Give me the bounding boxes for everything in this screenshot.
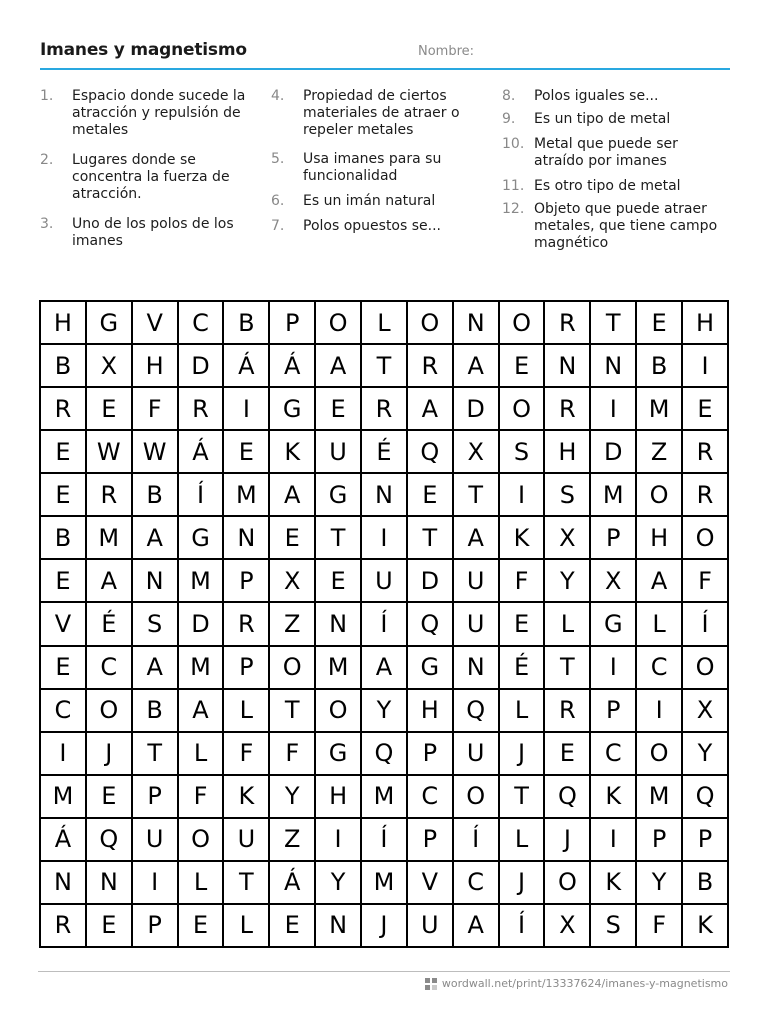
grid-cell[interactable]: M <box>636 775 682 818</box>
grid-cell[interactable]: K <box>590 775 636 818</box>
grid-cell[interactable]: E <box>86 904 132 947</box>
clue-text: Lugares donde se concentra la fuerza de atracción. <box>72 152 230 202</box>
grid-cell[interactable]: E <box>682 387 728 430</box>
name-field-label: Nombre: <box>418 44 475 59</box>
grid-cell[interactable]: I <box>590 387 636 430</box>
grid-cell[interactable]: E <box>40 559 86 602</box>
grid-cell[interactable]: X <box>544 516 590 559</box>
grid-cell[interactable]: R <box>178 387 224 430</box>
footer-url[interactable]: wordwall.net/print/13337624/imanes-y-magnetismo <box>441 977 728 990</box>
grid-cell[interactable]: K <box>590 861 636 904</box>
clue-number: 3. <box>40 216 54 232</box>
clue-text: Es un imán natural <box>303 193 436 209</box>
grid-cell[interactable]: N <box>590 344 636 387</box>
clue-text: Metal que puede ser atraído por imanes <box>534 136 678 169</box>
clue-text: Es un tipo de metal <box>534 111 671 127</box>
clue-item <box>500 201 722 252</box>
grid-cell[interactable]: P <box>636 818 682 861</box>
grid-cell[interactable]: E <box>315 559 361 602</box>
grid-cell[interactable]: N <box>223 516 269 559</box>
grid-cell[interactable]: R <box>86 473 132 516</box>
grid-cell[interactable]: F <box>682 559 728 602</box>
grid-cell[interactable]: O <box>636 473 682 516</box>
worksheet-header <box>40 38 730 70</box>
footer-divider <box>38 971 730 972</box>
grid-cell[interactable]: M <box>361 775 407 818</box>
grid-cell[interactable]: Í <box>361 818 407 861</box>
grid-cell[interactable]: T <box>453 473 499 516</box>
grid-cell[interactable]: I <box>590 818 636 861</box>
grid-cell[interactable]: H <box>315 775 361 818</box>
grid-cell[interactable]: M <box>86 516 132 559</box>
clue-number: 1. <box>40 88 54 104</box>
grid-cell[interactable]: E <box>269 904 315 947</box>
grid-cell[interactable]: B <box>40 516 86 559</box>
grid-row <box>40 559 728 602</box>
clue-number: 12. <box>502 201 525 217</box>
grid-cell[interactable]: E <box>499 344 545 387</box>
grid-cell[interactable]: R <box>544 387 590 430</box>
grid-cell[interactable]: U <box>407 904 453 947</box>
grid-cell[interactable]: A <box>453 904 499 947</box>
grid-cell[interactable]: W <box>86 430 132 473</box>
grid-cell[interactable]: P <box>407 818 453 861</box>
grid-cell[interactable]: R <box>682 430 728 473</box>
grid-cell[interactable]: C <box>636 646 682 689</box>
clue-item <box>269 193 491 210</box>
grid-cell[interactable]: L <box>361 301 407 344</box>
grid-cell[interactable]: I <box>132 861 178 904</box>
grid-cell[interactable]: F <box>223 732 269 775</box>
grid-cell[interactable]: G <box>269 387 315 430</box>
grid-cell[interactable]: E <box>544 732 590 775</box>
grid-cell[interactable]: Y <box>636 861 682 904</box>
grid-cell[interactable]: N <box>132 559 178 602</box>
clue-item <box>500 111 722 128</box>
grid-cell[interactable]: O <box>499 301 545 344</box>
clue-number: 7. <box>271 218 285 234</box>
grid-cell[interactable]: D <box>590 430 636 473</box>
grid-cell[interactable]: S <box>544 473 590 516</box>
clue-item <box>500 88 722 105</box>
grid-cell[interactable]: H <box>407 689 453 732</box>
clue-number: 6. <box>271 193 285 209</box>
grid-cell[interactable]: E <box>178 904 224 947</box>
grid-cell[interactable]: J <box>361 904 407 947</box>
grid-cell[interactable]: E <box>315 387 361 430</box>
grid-cell[interactable]: O <box>315 689 361 732</box>
grid-cell[interactable]: L <box>499 818 545 861</box>
grid-cell[interactable]: Q <box>544 775 590 818</box>
grid-cell[interactable]: O <box>682 516 728 559</box>
grid-cell[interactable]: G <box>315 473 361 516</box>
grid-cell[interactable]: N <box>40 861 86 904</box>
grid-cell[interactable]: R <box>682 473 728 516</box>
grid-cell[interactable]: Y <box>682 732 728 775</box>
grid-cell[interactable]: Í <box>361 602 407 645</box>
grid-cell[interactable]: X <box>86 344 132 387</box>
grid-cell[interactable]: V <box>40 602 86 645</box>
grid-cell[interactable]: G <box>407 646 453 689</box>
grid-cell[interactable]: X <box>544 904 590 947</box>
grid-cell[interactable]: Á <box>223 344 269 387</box>
grid-cell[interactable]: P <box>407 732 453 775</box>
grid-cell[interactable]: U <box>315 430 361 473</box>
clue-item <box>38 88 260 139</box>
grid-cell[interactable]: B <box>40 344 86 387</box>
grid-cell[interactable]: M <box>178 646 224 689</box>
grid-cell[interactable]: O <box>315 301 361 344</box>
grid-cell[interactable]: S <box>590 904 636 947</box>
clue-column-2 <box>269 88 491 235</box>
grid-cell[interactable]: O <box>269 646 315 689</box>
clue-number: 10. <box>502 136 525 152</box>
grid-row <box>40 818 728 861</box>
grid-cell[interactable]: T <box>361 344 407 387</box>
grid-cell[interactable]: C <box>407 775 453 818</box>
grid-cell[interactable]: A <box>132 516 178 559</box>
grid-cell[interactable]: P <box>132 775 178 818</box>
grid-cell[interactable]: U <box>132 818 178 861</box>
grid-cell[interactable]: P <box>223 646 269 689</box>
grid-cell[interactable]: M <box>636 387 682 430</box>
grid-cell[interactable]: T <box>590 301 636 344</box>
grid-cell[interactable]: H <box>132 344 178 387</box>
grid-cell[interactable]: V <box>407 861 453 904</box>
grid-cell[interactable]: Y <box>315 861 361 904</box>
grid-cell[interactable]: M <box>361 861 407 904</box>
grid-cell[interactable]: J <box>544 818 590 861</box>
grid-cell[interactable]: E <box>636 301 682 344</box>
grid-cell[interactable]: S <box>132 602 178 645</box>
grid-row <box>40 775 728 818</box>
grid-cell[interactable]: I <box>590 646 636 689</box>
grid-cell[interactable]: O <box>178 818 224 861</box>
grid-cell[interactable]: O <box>407 301 453 344</box>
grid-cell[interactable]: X <box>269 559 315 602</box>
grid-cell[interactable]: L <box>636 602 682 645</box>
grid-cell[interactable]: U <box>453 732 499 775</box>
clue-number: 9. <box>502 111 516 127</box>
grid-cell[interactable]: A <box>86 559 132 602</box>
grid-cell[interactable]: Y <box>544 559 590 602</box>
grid-cell[interactable]: P <box>223 559 269 602</box>
grid-cell[interactable]: R <box>40 387 86 430</box>
grid-cell[interactable]: Y <box>269 775 315 818</box>
grid-cell[interactable]: T <box>269 689 315 732</box>
grid-cell[interactable]: Í <box>499 904 545 947</box>
wordwall-logo-icon <box>425 978 437 990</box>
grid-cell[interactable]: T <box>223 861 269 904</box>
grid-row <box>40 344 728 387</box>
grid-row <box>40 904 728 947</box>
grid-cell[interactable]: Z <box>636 430 682 473</box>
grid-cell[interactable]: P <box>269 301 315 344</box>
grid-row <box>40 602 728 645</box>
grid-row <box>40 646 728 689</box>
grid-row <box>40 473 728 516</box>
grid-cell[interactable]: G <box>178 516 224 559</box>
grid-cell[interactable]: F <box>178 775 224 818</box>
grid-cell[interactable]: B <box>132 473 178 516</box>
grid-cell[interactable]: O <box>682 646 728 689</box>
grid-cell[interactable]: R <box>544 689 590 732</box>
grid-cell[interactable]: O <box>544 861 590 904</box>
grid-cell[interactable]: E <box>407 473 453 516</box>
grid-cell[interactable]: O <box>499 387 545 430</box>
grid-cell[interactable]: Q <box>86 818 132 861</box>
grid-cell[interactable]: K <box>269 430 315 473</box>
grid-cell[interactable]: B <box>636 344 682 387</box>
grid-cell[interactable]: I <box>499 473 545 516</box>
grid-cell[interactable]: Á <box>269 861 315 904</box>
clue-item <box>38 216 260 250</box>
grid-cell[interactable]: E <box>86 775 132 818</box>
footer <box>425 977 728 990</box>
grid-cell[interactable]: K <box>223 775 269 818</box>
grid-cell[interactable]: X <box>682 689 728 732</box>
grid-cell[interactable]: J <box>499 861 545 904</box>
grid-cell[interactable]: F <box>636 904 682 947</box>
grid-cell[interactable]: I <box>223 387 269 430</box>
grid-cell[interactable]: E <box>499 602 545 645</box>
grid-cell[interactable]: T <box>544 646 590 689</box>
clue-number: 4. <box>271 88 285 104</box>
grid-cell[interactable]: A <box>453 516 499 559</box>
grid-cell[interactable]: N <box>315 602 361 645</box>
clue-text: Objeto que puede atraer metales, que tiene campo magnético <box>534 201 718 251</box>
grid-cell[interactable]: A <box>636 559 682 602</box>
clue-item <box>500 136 722 170</box>
clue-text: Propiedad de ciertos materiales de atraer o repeler metales <box>303 88 460 138</box>
grid-cell[interactable]: F <box>132 387 178 430</box>
grid-cell[interactable]: N <box>315 904 361 947</box>
grid-cell[interactable]: B <box>132 689 178 732</box>
grid-cell[interactable]: J <box>499 732 545 775</box>
grid-cell[interactable]: Q <box>361 732 407 775</box>
grid-cell[interactable]: L <box>178 861 224 904</box>
grid-cell[interactable]: R <box>40 904 86 947</box>
clue-item <box>269 88 491 139</box>
grid-cell[interactable]: A <box>315 344 361 387</box>
grid-cell[interactable]: O <box>453 775 499 818</box>
grid-cell[interactable]: W <box>132 430 178 473</box>
grid-cell[interactable]: Q <box>453 689 499 732</box>
clue-column-1 <box>38 88 260 250</box>
grid-cell[interactable]: L <box>178 732 224 775</box>
grid-cell[interactable]: U <box>361 559 407 602</box>
grid-cell[interactable]: Á <box>178 430 224 473</box>
clue-text: Uno de los polos de los imanes <box>72 216 234 249</box>
grid-cell[interactable]: J <box>86 732 132 775</box>
clue-item <box>38 152 260 203</box>
grid-cell[interactable]: D <box>178 602 224 645</box>
grid-cell[interactable]: E <box>40 430 86 473</box>
grid-cell[interactable]: Z <box>269 818 315 861</box>
clue-text: Polos opuestos se... <box>303 218 441 234</box>
grid-cell[interactable]: U <box>453 602 499 645</box>
grid-cell[interactable]: Y <box>361 689 407 732</box>
worksheet-title: Imanes y magnetismo <box>40 40 247 60</box>
grid-cell[interactable]: A <box>407 387 453 430</box>
grid-cell[interactable]: L <box>499 689 545 732</box>
grid-cell[interactable]: Q <box>682 775 728 818</box>
clue-item <box>269 218 491 235</box>
grid-cell[interactable]: K <box>682 904 728 947</box>
grid-cell[interactable]: Q <box>407 602 453 645</box>
grid-cell[interactable]: C <box>178 301 224 344</box>
grid-cell[interactable]: K <box>499 516 545 559</box>
grid-cell[interactable]: I <box>40 732 86 775</box>
grid-cell[interactable]: H <box>544 430 590 473</box>
grid-cell[interactable]: Á <box>40 818 86 861</box>
grid-cell[interactable]: Z <box>269 602 315 645</box>
grid-cell[interactable]: P <box>590 689 636 732</box>
grid-row <box>40 387 728 430</box>
grid-cell[interactable]: O <box>86 689 132 732</box>
grid-cell[interactable]: H <box>682 301 728 344</box>
grid-cell[interactable]: R <box>407 344 453 387</box>
grid-cell[interactable]: C <box>40 689 86 732</box>
clue-item <box>269 151 491 185</box>
grid-cell[interactable]: A <box>269 473 315 516</box>
grid-cell[interactable]: G <box>86 301 132 344</box>
grid-cell[interactable]: F <box>269 732 315 775</box>
grid-cell[interactable]: M <box>40 775 86 818</box>
grid-cell[interactable]: N <box>86 861 132 904</box>
grid-row <box>40 732 728 775</box>
grid-row <box>40 301 728 344</box>
grid-cell[interactable]: N <box>544 344 590 387</box>
grid-cell[interactable]: D <box>407 559 453 602</box>
grid-cell[interactable]: A <box>453 344 499 387</box>
grid-cell[interactable]: C <box>86 646 132 689</box>
clue-number: 5. <box>271 151 285 167</box>
grid-cell[interactable]: I <box>682 344 728 387</box>
grid-cell[interactable]: C <box>590 732 636 775</box>
grid-cell[interactable]: E <box>223 430 269 473</box>
grid-cell[interactable]: M <box>315 646 361 689</box>
grid-cell[interactable]: É <box>499 646 545 689</box>
grid-cell[interactable]: A <box>132 646 178 689</box>
grid-cell[interactable]: S <box>499 430 545 473</box>
clue-number: 2. <box>40 152 54 168</box>
clue-item <box>500 178 722 195</box>
grid-cell[interactable]: P <box>682 818 728 861</box>
grid-cell[interactable]: E <box>269 516 315 559</box>
grid-cell[interactable]: A <box>361 646 407 689</box>
grid-cell[interactable]: P <box>132 904 178 947</box>
clue-number: 8. <box>502 88 516 104</box>
grid-cell[interactable]: H <box>636 516 682 559</box>
grid-cell[interactable]: B <box>682 861 728 904</box>
grid-cell[interactable]: M <box>590 473 636 516</box>
grid-cell[interactable]: T <box>407 516 453 559</box>
grid-cell[interactable]: T <box>132 732 178 775</box>
grid-cell[interactable]: B <box>223 301 269 344</box>
grid-cell[interactable]: L <box>544 602 590 645</box>
grid-cell[interactable]: V <box>132 301 178 344</box>
grid-cell[interactable]: D <box>178 344 224 387</box>
grid-cell[interactable]: X <box>453 430 499 473</box>
word-search-grid <box>39 300 729 948</box>
grid-cell[interactable]: N <box>361 473 407 516</box>
grid-cell[interactable]: É <box>361 430 407 473</box>
clue-text: Es otro tipo de metal <box>534 178 681 194</box>
clue-list <box>38 88 738 278</box>
grid-row <box>40 516 728 559</box>
clue-text: Espacio donde sucede la atracción y repulsión de metales <box>72 88 246 138</box>
grid-cell[interactable]: I <box>315 818 361 861</box>
grid-cell[interactable]: G <box>315 732 361 775</box>
grid-row <box>40 430 728 473</box>
clue-text: Usa imanes para su funcionalidad <box>303 151 442 184</box>
grid-cell[interactable]: N <box>453 301 499 344</box>
grid-cell[interactable]: X <box>590 559 636 602</box>
clue-text: Polos iguales se... <box>534 88 659 104</box>
grid-cell[interactable]: Í <box>453 818 499 861</box>
grid-cell[interactable]: H <box>40 301 86 344</box>
grid-cell[interactable]: R <box>544 301 590 344</box>
grid-cell[interactable]: Q <box>407 430 453 473</box>
grid-cell[interactable]: Á <box>269 344 315 387</box>
grid-cell[interactable]: D <box>453 387 499 430</box>
grid-cell[interactable]: R <box>361 387 407 430</box>
grid-cell[interactable]: O <box>636 732 682 775</box>
grid-cell[interactable]: G <box>590 602 636 645</box>
grid-cell[interactable]: Í <box>682 602 728 645</box>
grid-cell[interactable]: U <box>223 818 269 861</box>
grid-cell[interactable]: I <box>636 689 682 732</box>
grid-row <box>40 689 728 732</box>
grid-cell[interactable]: E <box>40 473 86 516</box>
grid-cell[interactable]: C <box>453 861 499 904</box>
grid-cell[interactable]: Í <box>178 473 224 516</box>
grid-row <box>40 861 728 904</box>
grid-cell[interactable]: U <box>453 559 499 602</box>
clue-column-3 <box>500 88 722 252</box>
grid-cell[interactable]: L <box>223 904 269 947</box>
grid-cell[interactable]: P <box>590 516 636 559</box>
grid-cell[interactable]: R <box>223 602 269 645</box>
grid-cell[interactable]: N <box>453 646 499 689</box>
grid-cell[interactable]: E <box>86 387 132 430</box>
grid-cell[interactable]: T <box>499 775 545 818</box>
grid-cell[interactable]: M <box>178 559 224 602</box>
grid-cell[interactable]: I <box>361 516 407 559</box>
grid-cell[interactable]: E <box>40 646 86 689</box>
grid-cell[interactable]: T <box>315 516 361 559</box>
grid-cell[interactable]: É <box>86 602 132 645</box>
grid-cell[interactable]: F <box>499 559 545 602</box>
grid-cell[interactable]: M <box>223 473 269 516</box>
grid-cell[interactable]: L <box>223 689 269 732</box>
grid-cell[interactable]: A <box>178 689 224 732</box>
clue-number: 11. <box>502 178 525 194</box>
